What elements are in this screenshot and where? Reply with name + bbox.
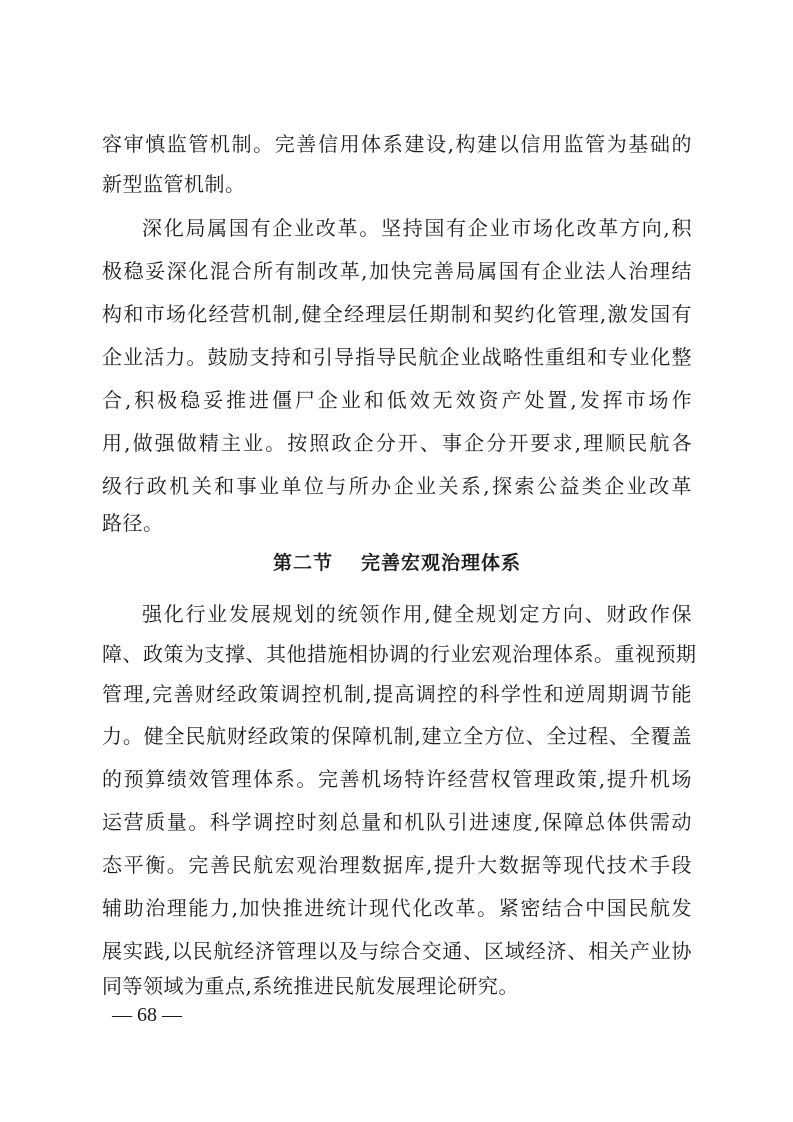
paragraph-line: 合,积极稳妥推进僵尸企业和低效无效资产处置,发挥市场作 (102, 388, 692, 412)
paragraph-line: 运营质量。科学调控时刻总量和机队引进速度,保障总体供需动 (102, 810, 692, 834)
paragraph-line: 辅助治理能力,加快推进统计现代化改革。紧密结合中国民航发 (102, 896, 692, 920)
section-number: 第二节 (272, 552, 333, 574)
paragraph-line: 用,做强做精主业。按照政企分开、事企分开要求,理顺民航各 (102, 431, 692, 455)
paragraph-line: 级行政机关和事业单位与所办企业关系,探索公益类企业改革 (102, 474, 692, 498)
paragraph-line: 构和市场化经营机制,健全经理层任期制和契约化管理,激发国有 (102, 302, 692, 326)
paragraph-line: 新型监管机制。 (102, 172, 246, 196)
paragraph-line: 深化局属国有企业改革。坚持国有企业市场化改革方向,积 (142, 216, 692, 240)
paragraph-line: 容审慎监管机制。完善信用体系建设,构建以信用监管为基础的 (102, 132, 692, 156)
paragraph-line: 障、政策为支撑、其他措施相协调的行业宏观治理体系。重视预期 (102, 642, 697, 666)
paragraph-line: 的预算绩效管理体系。完善机场特许经营权管理政策,提升机场 (102, 767, 692, 791)
paragraph-line: 力。健全民航财经政策的保障机制,建立全方位、全过程、全覆盖 (102, 724, 692, 748)
paragraph-line: 展实践,以民航经济管理以及与综合交通、区域经济、相关产业协 (102, 939, 692, 963)
paragraph-line: 路径。 (102, 511, 164, 535)
section-title: 完善宏观治理体系 (361, 552, 522, 574)
paragraph-line: 强化行业发展规划的统领作用,健全规划定方向、财政作保 (142, 602, 692, 626)
paragraph-line: 同等领域为重点,系统推进民航发展理论研究。 (102, 974, 519, 998)
paragraph-line: 企业活力。鼓励支持和引导指导民航企业战略性重组和专业化整 (102, 345, 692, 369)
page-number: — 68 — (112, 1004, 182, 1026)
paragraph-line: 管理,完善财经政策调控机制,提高调控的科学性和逆周期调节能 (102, 682, 692, 706)
paragraph-line: 极稳妥深化混合所有制改革,加快完善局属国有企业法人治理结 (102, 259, 692, 283)
section-heading (102, 545, 692, 581)
paragraph-line: 态平衡。完善民航宏观治理数据库,提升大数据等现代技术手段 (102, 853, 692, 877)
